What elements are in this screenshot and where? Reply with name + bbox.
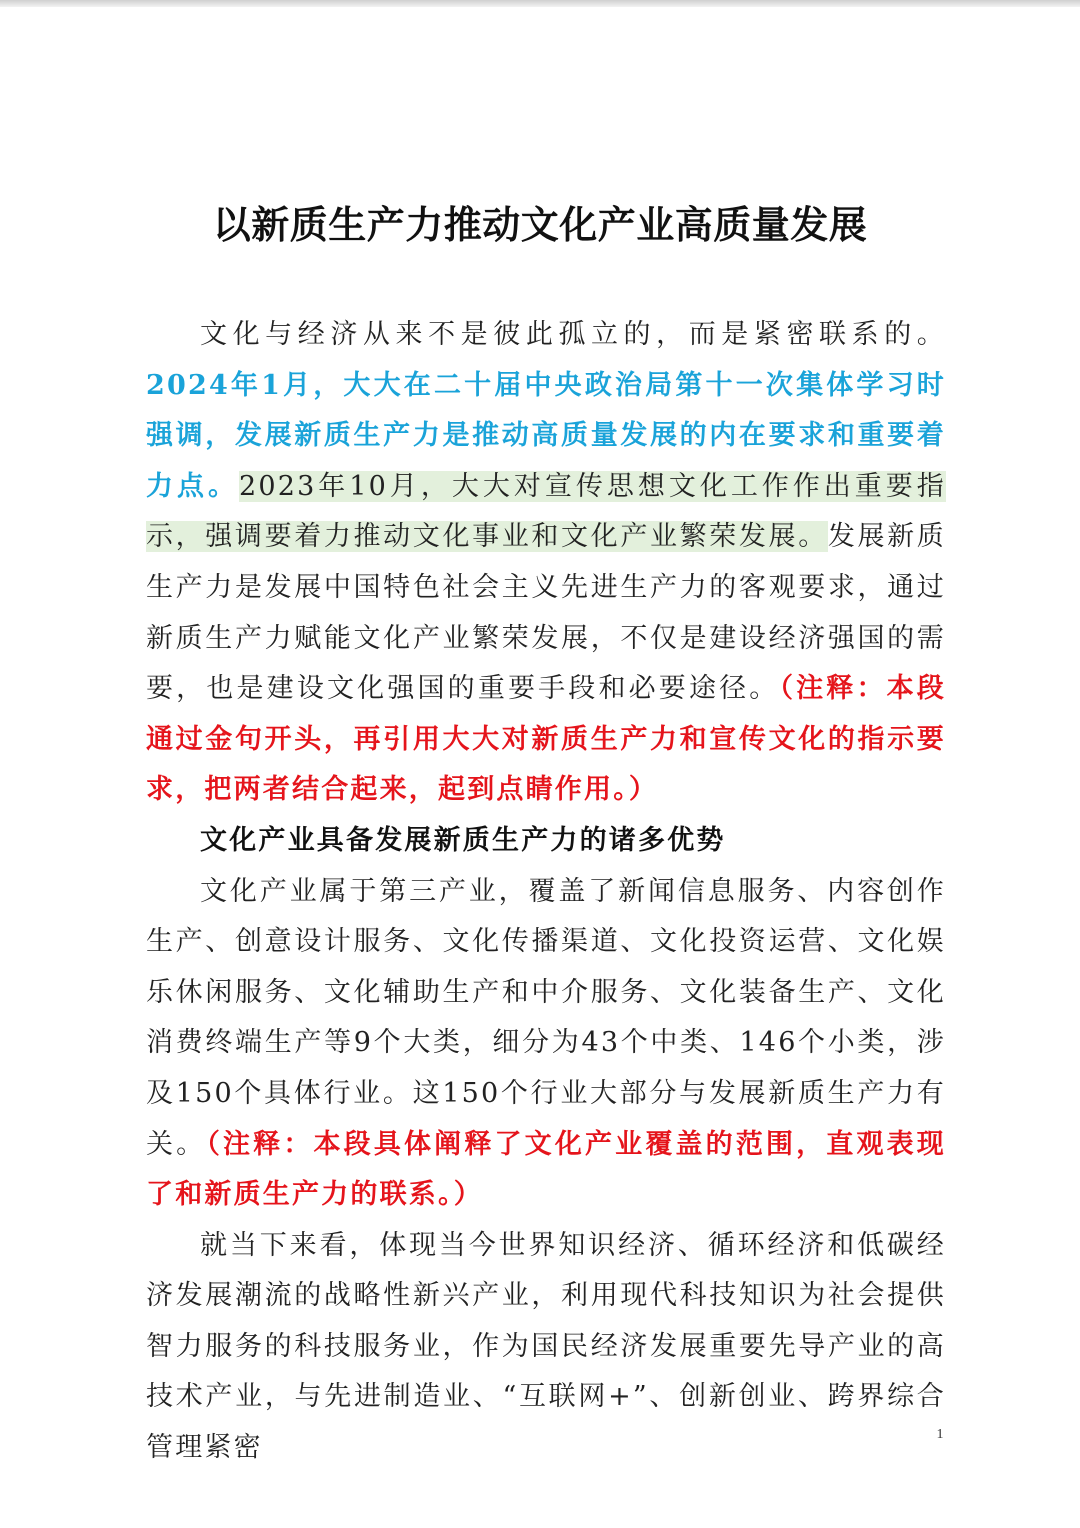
document-title: 以新质生产力推动文化产业高质量发展 bbox=[212, 202, 868, 247]
paragraph-intro bbox=[146, 310, 946, 816]
annotation-note-1: （注释：本段通过金句开头，再引用大大对新质生产力和宣传文化的指示要求，把两者结合起来，起到点睛作用。） bbox=[146, 673, 946, 806]
highlight-quote-2024: 2024年1月，大大在二十届中央政治局第十一次集体学习时强调，发展新质生产力是推动高质量发展的内在要求和重要着力点。 bbox=[146, 369, 946, 502]
paragraph-industry-scope bbox=[146, 867, 946, 1221]
viewer-top-edge bbox=[0, 0, 1080, 7]
current-view-text: 就当下来看，体现当今世界知识经济、循环经济和低碳经济发展潮流的战略性新兴产业，利用现代科技知识为社会提供智力服务的科技服务业，作为国民经济发展重要先导产业的高技术产业，与先进制造业、“互联网+”、创新创业、跨界综合管理紧密 bbox=[146, 1229, 946, 1464]
paragraph-current-view bbox=[146, 1221, 946, 1474]
intro-plain-start: 文化与经济从来不是彼此孤立的，而是紧密联系的。 bbox=[200, 319, 946, 350]
intro-plain-end: 发展新质生产力是发展中国特色社会主义先进生产力的客观要求，通过新质生产力赋能文化产业繁荣发展，不仅是建设经济强国的需要，也是建设文化强国的重要手段和必要途径。 bbox=[146, 521, 946, 705]
section-heading: 文化产业具备发展新质生产力的诸多优势 bbox=[200, 824, 726, 856]
document-body bbox=[146, 310, 946, 1474]
highlight-quote-2023: 2023年10月，大大对宣传思想文化工作作出重要指示，强调要着力推动文化事业和文化产业繁荣发展。 bbox=[146, 470, 946, 553]
industry-scope-text: 文化产业属于第三产业，覆盖了新闻信息服务、内容创作生产、创意设计服务、文化传播渠道、文化投资运营、文化娱乐休闲服务、文化辅助生产和中介服务、文化装备生产、文化消费终端生产等9个大类，细分为43个中类、146个小类，涉及150个具体行业。这150个行业大部分与发展新质生产力有关。 bbox=[146, 875, 946, 1160]
annotation-note-2: （注释：本段具体阐释了文化产业覆盖的范围，直观表现了和新质生产力的联系。） bbox=[146, 1128, 947, 1211]
page-number: 1 bbox=[936, 1427, 944, 1442]
document-page bbox=[0, 7, 1080, 1528]
